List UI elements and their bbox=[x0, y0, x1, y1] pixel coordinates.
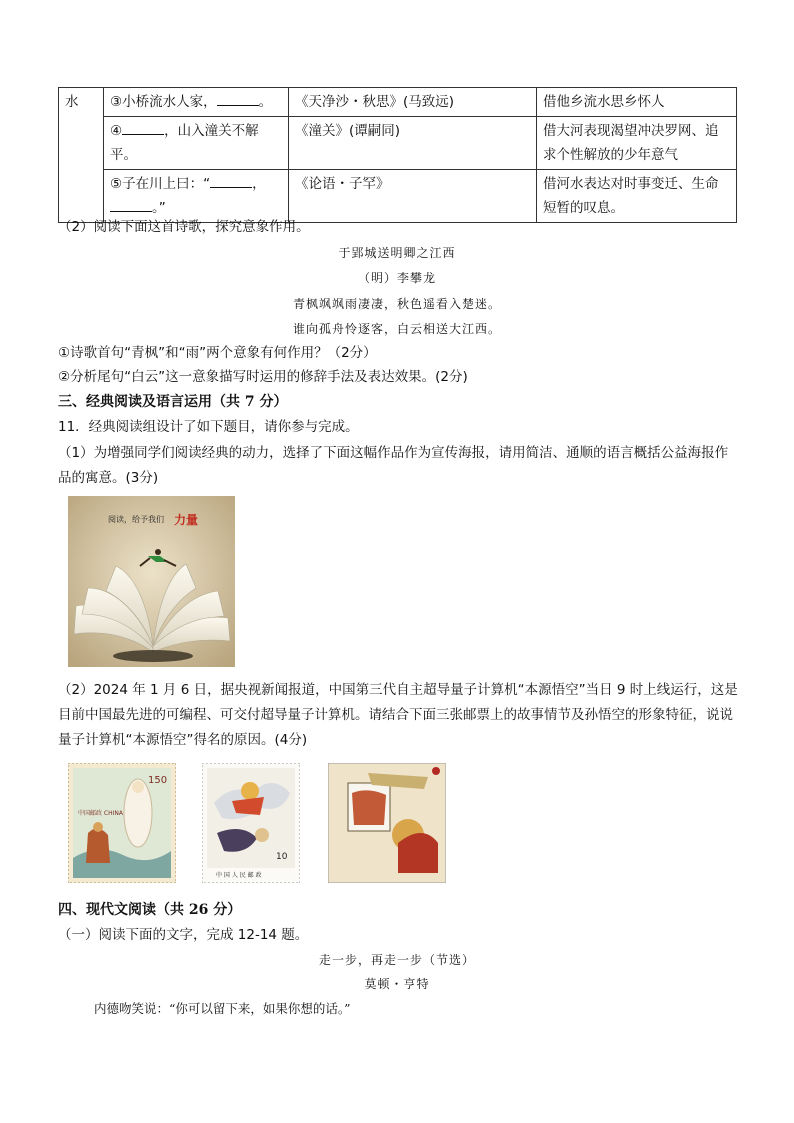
note-cell: 借河水表达对时事变迁、生命短暂的叹息。 bbox=[537, 170, 737, 223]
article-first-line: 内德吻笑说：“你可以留下来，如果你想的话。” bbox=[94, 1001, 351, 1016]
verse-cell: ④ ，山入潼关不解平。 bbox=[104, 117, 289, 170]
note-cell: 借大河表现渴望冲决罗网、追求个性解放的少年意气 bbox=[537, 117, 737, 170]
poem-line: 青枫飒飒雨凄凄，秋色遥看入楚迷。 bbox=[292, 297, 501, 311]
note-cell: 借他乡流水思乡怀人 bbox=[537, 88, 737, 117]
question-11-2: （2）2024 年 1 月 6 日，据央视新闻报道，中国第三代自主超导量子计算机“本源悟空”当日 9 时上线运行，这是目前中国最先进的可编程、可交付超导量子计算机。请结合下面三张邮票上的故事情节及孙悟空的形象特征，说说量子计算机“本源悟空”得名的原因。(4分) bbox=[58, 682, 738, 748]
stamp-country: 中国邮政 CHINA bbox=[78, 810, 123, 817]
section-sub-heading: （一）阅读下面的文字，完成 12-14 题。 bbox=[58, 927, 309, 943]
poster-caption: 阅读，给予我们 bbox=[108, 515, 164, 524]
table-row bbox=[59, 88, 737, 117]
fill-blank[interactable] bbox=[210, 173, 252, 188]
poem-line: 谁向孤舟怜逐客，白云相送大江西。 bbox=[292, 322, 501, 336]
article-author: 莫顿・亨特 bbox=[364, 977, 430, 991]
question-11-1: （1）为增强同学们阅读经典的动力，选择了下面这幅作品作为宣传海报，请用简洁、通顺的语言概括公益海报作品的寓意。(3分) bbox=[58, 445, 729, 486]
fill-blank[interactable] bbox=[217, 91, 259, 106]
source-cell: 《潼关》(谭嗣同) bbox=[289, 117, 537, 170]
table-row bbox=[59, 117, 737, 170]
section-heading: 三、经典阅读及语言运用（共 7 分） bbox=[58, 394, 288, 410]
stamp-sheet-image bbox=[328, 763, 446, 883]
poem-title: 于郢城送明卿之江西 bbox=[338, 246, 456, 260]
poem-author: （明）李攀龙 bbox=[357, 271, 436, 285]
poster-caption-strength: 力量 bbox=[174, 513, 199, 527]
article-title: 走一步，再走一步（节选） bbox=[318, 953, 475, 967]
table-row bbox=[59, 170, 737, 223]
category-cell: 水 bbox=[59, 88, 104, 223]
sub-question: ②分析尾句“白云”这一意象描写时运用的修辞手法及表达效果。(2分) bbox=[58, 369, 468, 385]
stamp-country: 中 国 人 民 邮 政 bbox=[216, 872, 262, 879]
section-heading: 四、现代文阅读（共 26 分） bbox=[58, 902, 242, 918]
stamp-guanyin-image bbox=[68, 763, 176, 883]
source-cell: 《论语・子罕》 bbox=[289, 170, 537, 223]
sub-question: ①诗歌首句“青枫”和“雨”两个意象有何作用？（2分） bbox=[58, 345, 377, 361]
stamp-monkey-king-image bbox=[202, 763, 300, 883]
fill-blank[interactable] bbox=[110, 197, 152, 212]
stamp-value: 10 bbox=[276, 852, 288, 862]
reading-poster-image bbox=[68, 496, 235, 667]
poetry-table bbox=[58, 87, 737, 223]
verse-cell: ⑤子在川上曰：“ ， 。” bbox=[104, 170, 289, 223]
question-10-2-prompt: （2）阅读下面这首诗歌，探究意象作用。 bbox=[58, 219, 310, 235]
source-cell: 《天净沙・秋思》(马致远) bbox=[289, 88, 537, 117]
verse-cell: ③小桥流水人家， 。 bbox=[104, 88, 289, 117]
fill-blank[interactable] bbox=[122, 120, 164, 135]
stamp-value: 150 bbox=[148, 775, 168, 786]
question-11: 11．经典阅读组设计了如下题目，请你参与完成。 bbox=[58, 419, 359, 435]
